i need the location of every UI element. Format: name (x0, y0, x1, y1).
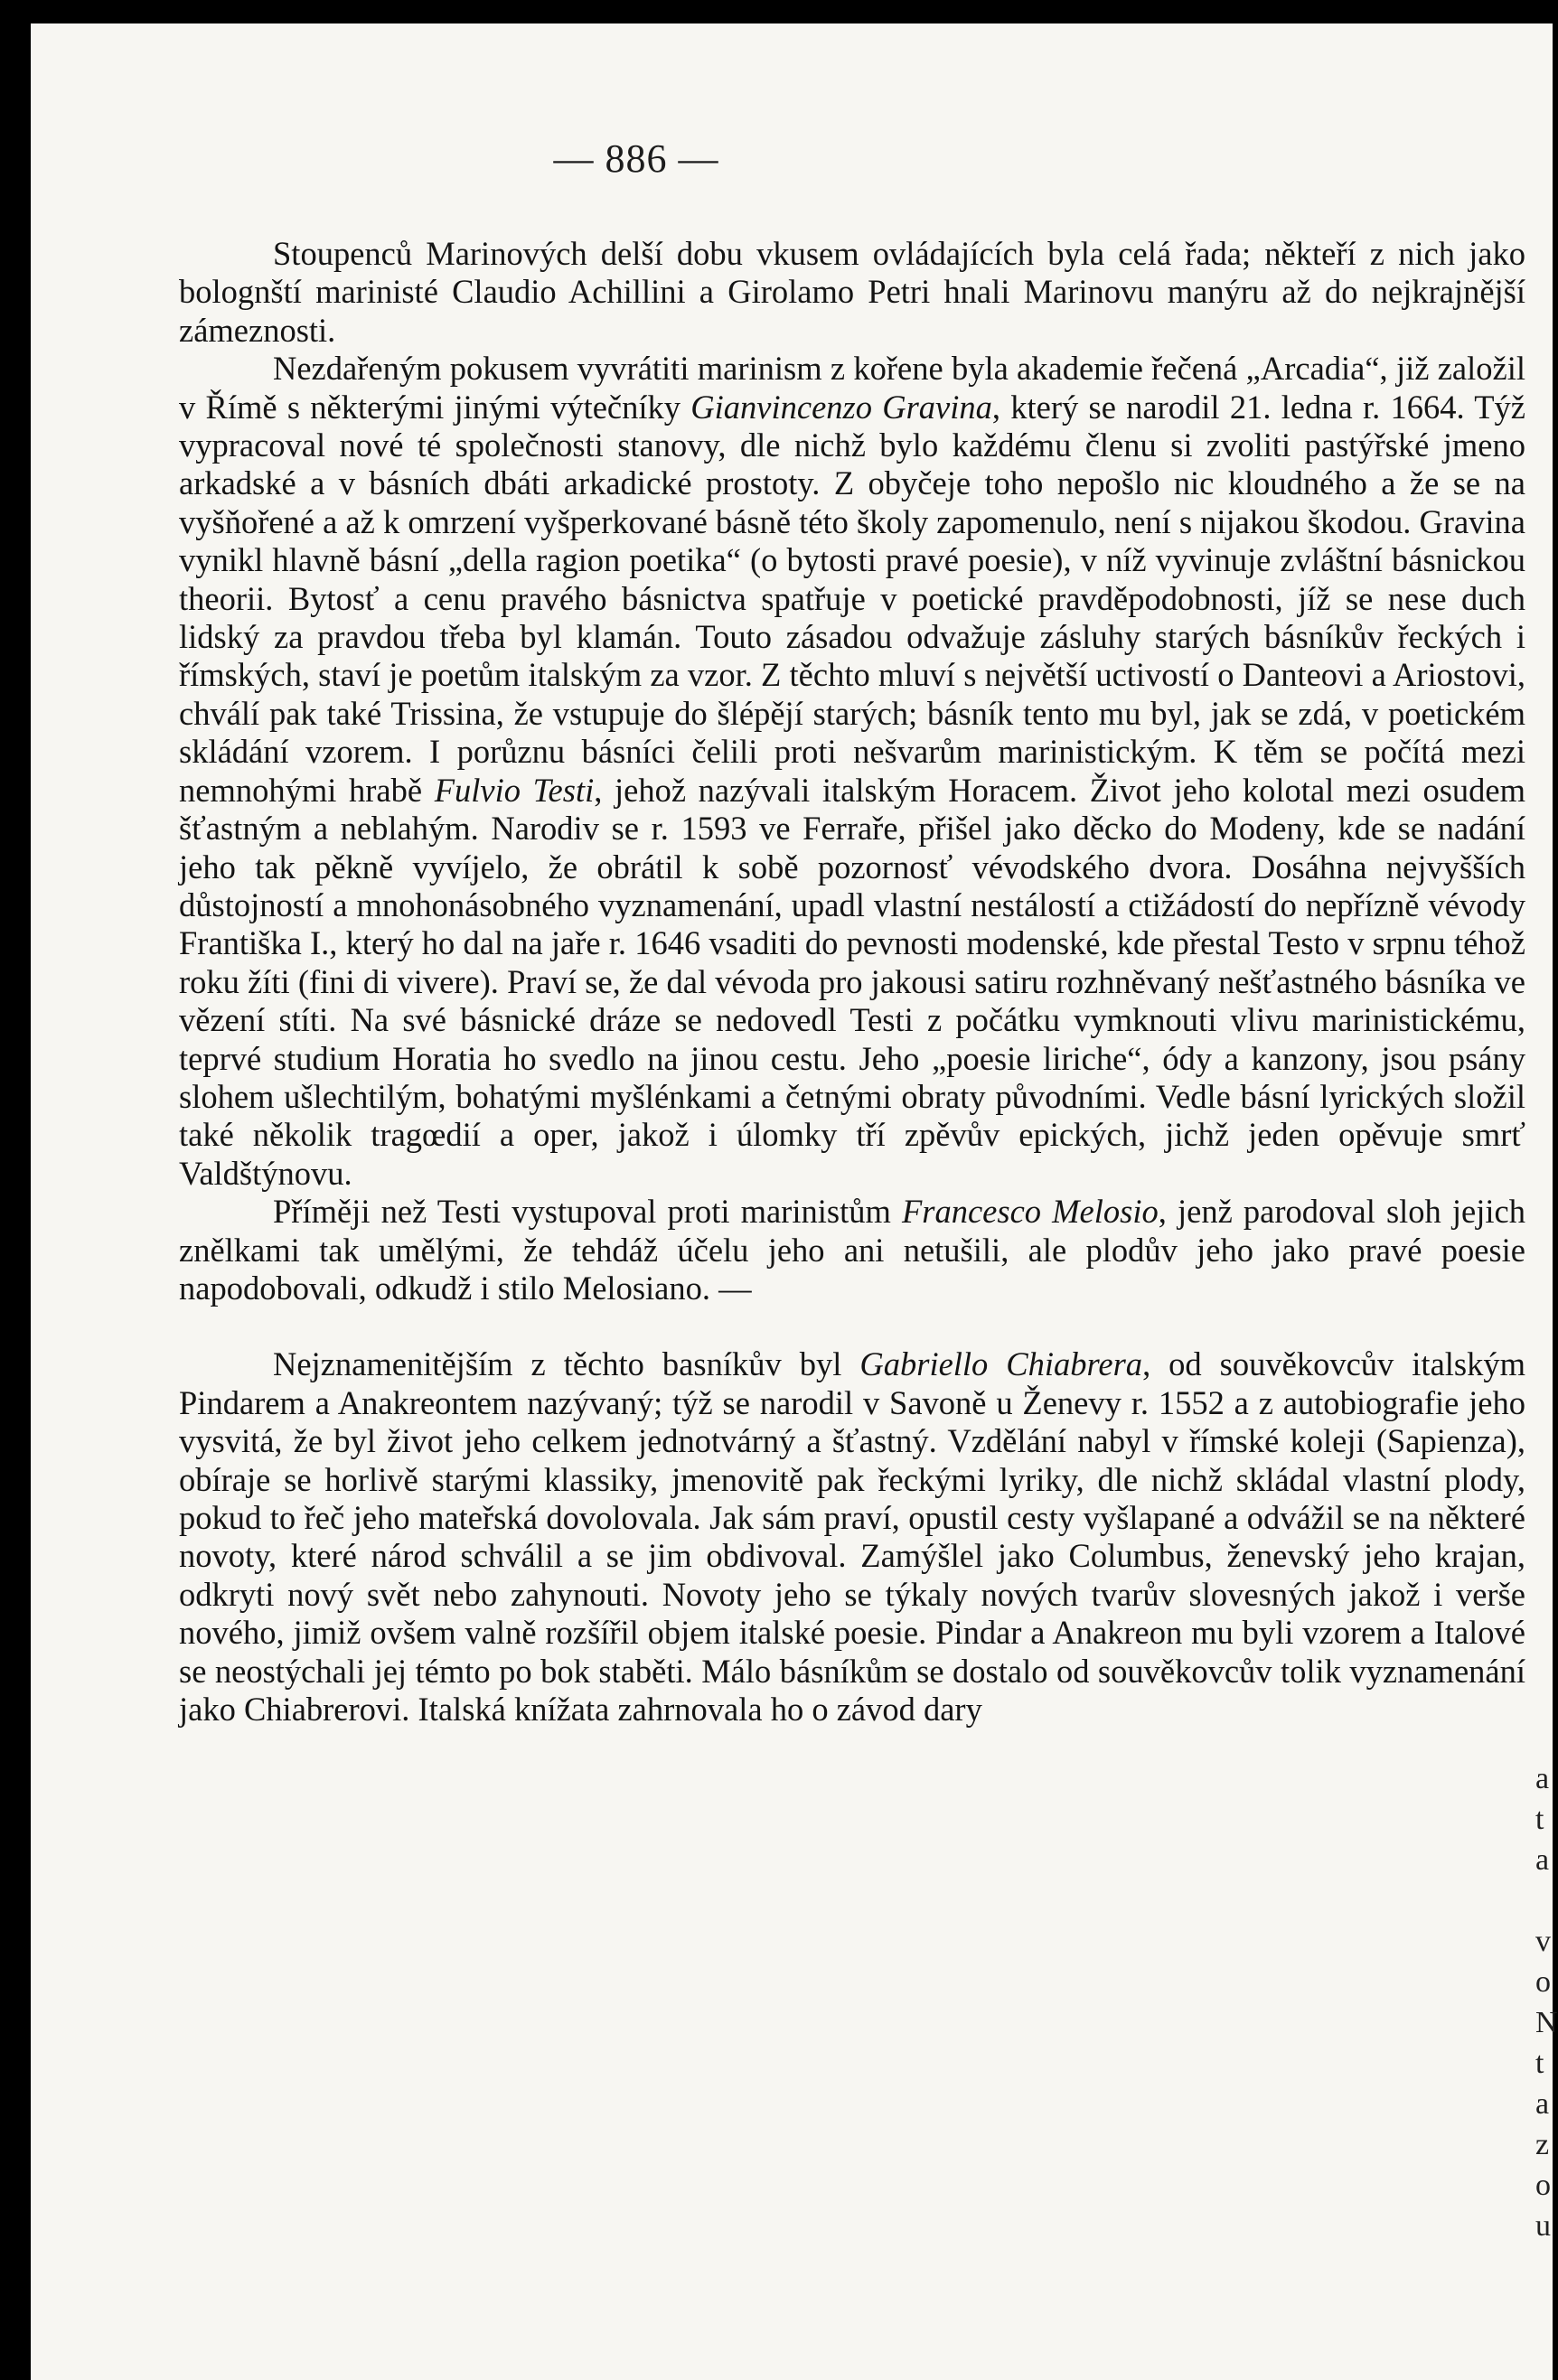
page-number: — 886 — (553, 136, 719, 181)
text-column (179, 235, 1525, 1729)
name-chiabrera: Gabriello Chiabrera (859, 1345, 1143, 1383)
name-gravina: Gianvincenzo Gravina (690, 388, 992, 426)
edge-letter: v (1535, 1925, 1551, 1958)
paragraph-1 (179, 235, 1525, 350)
edge-letter: z (1535, 2128, 1550, 2161)
next-page-edge (1535, 1758, 1558, 2246)
name-melosio: Francesco Melosio (901, 1193, 1159, 1231)
edge-letter: a (1535, 1843, 1550, 1877)
paragraph-4 (179, 1345, 1525, 1729)
edge-letter: t (1535, 1803, 1544, 1836)
edge-letter (1535, 1880, 1553, 1921)
edge-letter: o (1535, 2169, 1551, 2202)
paragraph-3-text: Příměji než Testi vystupoval proti marinistům (273, 1193, 902, 1231)
paragraph-2 (179, 350, 1525, 1193)
edge-letter: u (1535, 2209, 1551, 2243)
paragraph-3-text: , jenž parodoval sloh jejich znělkami tak umělými, že tehdáž účelu jeho ani netušili, ale plodův jeho jako pravé poesie napodobovali, odkudž i stilo Melosiano. — (179, 1193, 1525, 1307)
edge-letter: a (1535, 1762, 1550, 1795)
paragraph-1-text: Stoupenců Marinových delší dobu vkusem ovládajících byla celá řada; někteří z nich jako bolognští marinisté Claudio Achillini a Girolamo Petri hnali Marinovu manýru až do nejkrajnější zámeznosti. (179, 235, 1525, 349)
paragraph-2-text: , jehož nazývali italským Horacem. Život jeho kolotal mezi osudem šťastným a neblahým. Narodiv se r. 1593 ve Ferraře, přišel jako děcko do Modeny, kde se nadání jeho tak pěkně vyvíjelo, že obrátil k sobě pozornosť vévodského dvora. Dosáhna nejvyšších důstojností a mnohonásobného vyznamenání, upadl vlastní nestálostí a ctižádostí do nepřízně vévody Františka I., který ho dal na jaře r. 1646 vsaditi do pevnosti modenské, kde přestal Testo v srpnu téhož roku žíti (fini di vivere). Praví se, že dal vévoda pro jakousi satiru rozhněvaný nešťastného básníka ve vězení stíti. Na své básnické dráze se nedovedl Testi z počátku vymknouti vlivu marinistickému, teprvé studium Horatia ho svedlo na jinou cestu. Jeho „poesie liriche“, ódy a kanzony, jsou psány slohem ušlechtilým, bohatými myšlénkami a četnými obraty původními. Vedle básní lyrických složil také několik tragœdií a oper, jakož i úlomky tří zpěvův epických, jichž jeden opěvuje smrť Valdštýnovu. (179, 771, 1526, 1192)
paragraph-2-text: , který se narodil 21. ledna r. 1664. Týž vypracoval nové té společnosti stanovy, dle nichž bylo každému členu si zvoliti pastýřské jmeno arkadské a v básních dbáti arkadické prostoty. Z obyčeje toho nepošlo nic kloudného a že se na vyšňořené a až k omrzení vyšperkované básně této školy zapomenulo, není s nijakou škodou. Gravina vynikl hlavně básní „della ragion poetika“ (o bytosti pravé poesie), v níž vyvinuje zvláštní básnickou theorii. Bytosť a cenu pravého básnictva spatřuje v poetické pravděpodobnosti, jíž se nese duch lidský za pravdou třeba byl klamán. Touto zásadou odvažuje zásluhy starých básníkův řeckých i římských, staví je poetům italským za vzor. Z těchto mluví s největší uctivostí o Danteovi a Ariostovi, chválí pak také Trissina, že vstupuje do šlépějí starých; básník tento mu byl, jak se zdá, v poetickém skládání vzorem. I porůznu básníci čelili proti nešvarům marinistickým. K těm se počítá mezi nemnohými hrabě (179, 388, 1526, 809)
paragraph-2-text: Nezdařeným pokusem vyvrátiti marinism z kořene byla akademie řečená „Arcadia“, již založil v Římě s některými jinými výtečníky (179, 350, 1525, 426)
edge-letter: o (1535, 1965, 1551, 1999)
paragraph-4-text: Nejznamenitějším z těchto basníkův byl (273, 1345, 860, 1383)
paragraph-4-text: , od souvěkovcův italským Pindarem a Anakreontem nazývaný; týž se narodil v Savoně u Ženevy r. 1552 a z autobiografie jeho vysvitá, že byl život jeho celkem jednotvárný a šťastný. Vzdělání nabyl v římské koleji (Sapienza), obíraje se horlivě starými klassiky, jmenovitě pak řeckými lyriky, dle nichž skládal vlastní plody, pokud to řeč jeho mateřská dovolovala. Jak sám praví, opustil cesty vyšlapané a odvážil se na některé novoty, které národ schválil a se jim obdivoval. Zamýšlel jako Columbus, ženevský jeho krajan, odkryti nový svět nebo zahynouti. Novoty jeho se týkaly nových tvarův slovesných jakož i verše nového, jimiž ovšem valně rozšířil objem italské poesie. Pindar a Anakreon mu byli vzorem a Italové se neostýchali jej témto po bok staběti. Málo básníkům se dostalo od souvěkovcův tolik vyznamenání jako Chiabrerovi. Italská knížata zahrnovala ho o závod dary (179, 1345, 1526, 1729)
name-testi: Fulvio Testi (434, 771, 595, 809)
edge-letter: N (1535, 2006, 1558, 2039)
edge-letter: a (1535, 2087, 1550, 2121)
edge-letter: t (1535, 2047, 1544, 2080)
book-page (31, 23, 1558, 2380)
paragraph-3 (179, 1193, 1525, 1307)
